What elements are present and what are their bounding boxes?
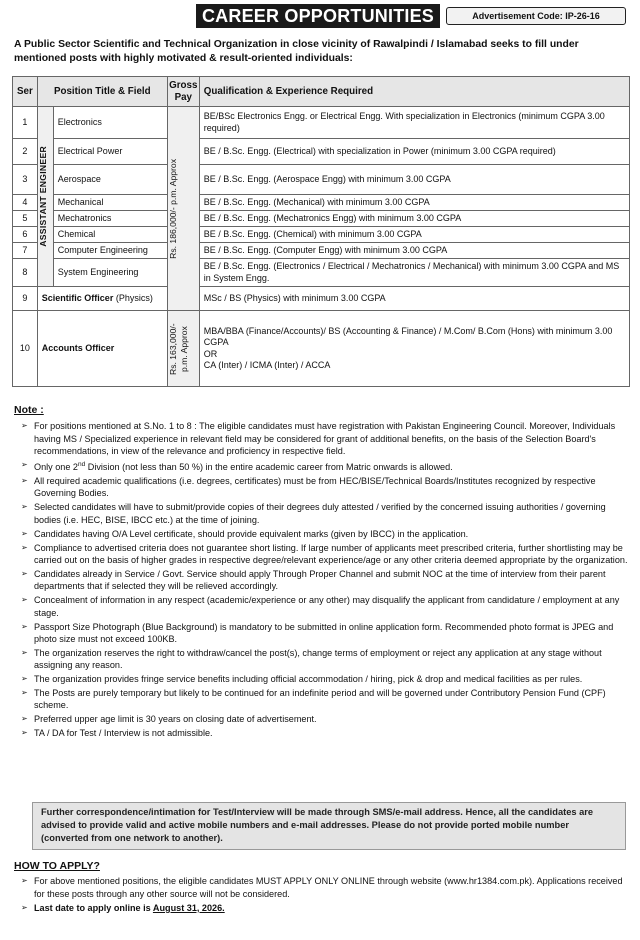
header-position: Position Title & Field bbox=[37, 77, 167, 107]
bullet-icon: ➢ bbox=[21, 728, 28, 738]
note-text: Concealment of information in any respect (academic/experience or any other) may disqualify the applicant from candidature / employment at any stage. bbox=[34, 595, 620, 618]
positions-table bbox=[12, 76, 630, 387]
table-header-row bbox=[13, 77, 630, 107]
qual-line: OR bbox=[203, 348, 218, 359]
bullet-icon: ➢ bbox=[21, 568, 28, 578]
bullet-icon: ➢ bbox=[21, 595, 28, 605]
last-date-label: Last date to apply online is bbox=[34, 902, 153, 913]
row-ser: 3 bbox=[13, 165, 38, 195]
row-ser: 6 bbox=[13, 227, 38, 243]
row-ser: 8 bbox=[13, 259, 38, 287]
header-ser: Ser bbox=[13, 77, 38, 107]
row-qualification: BE / B.Sc. Engg. (Mechatronics Engg) with minimum 3.00 CGPA bbox=[199, 211, 629, 227]
row-position: System Engineering bbox=[53, 259, 167, 287]
notes-title: Note : bbox=[14, 404, 44, 416]
row-position: Electronics bbox=[53, 107, 167, 139]
table-row bbox=[13, 259, 630, 287]
note-text: Candidates already in Service / Govt. Service should apply Through Proper Channel and submit NOC at the time of interview from their parent departments that if selected they will be relieved accordingly. bbox=[34, 568, 606, 592]
row-ser: 7 bbox=[13, 243, 38, 259]
row-ser: 4 bbox=[13, 195, 38, 211]
row-position-rest: (Physics) bbox=[113, 292, 153, 303]
page-title: CAREER OPPORTUNITIES bbox=[196, 4, 440, 28]
note-text: Candidates having O/A Level certificate, should provide equivalent marks (given by IBCC) in the application. bbox=[34, 528, 469, 539]
row-position: Aerospace bbox=[53, 165, 167, 195]
last-date-value: August 31, 2026. bbox=[152, 902, 225, 913]
bullet-icon: ➢ bbox=[21, 502, 28, 512]
qual-line: MBA/BBA (Finance/Accounts)/ BS (Accounting & Finance) / M.Com/ B.Com (Hons) with minimum 3.00 CGPA bbox=[203, 325, 613, 347]
row-qualification: BE / B.Sc. Engg. (Mechanical) with minimum 3.00 CGPA bbox=[199, 195, 629, 211]
note-text: The organization provides fringe service benefits including official accommodation / hiring, pick & drop and medical facilities as per rules. bbox=[34, 674, 583, 685]
row-qualification: BE / B.Sc. Engg. (Electrical) with specialization in Power (minimum 3.00 CGPA required) bbox=[199, 139, 629, 165]
pay-accounts: Rs. 163,000/- p.m. Approx bbox=[167, 322, 189, 375]
bullet-icon: ➢ bbox=[21, 421, 28, 431]
note-text: The Posts are purely temporary but likely to be continued for an indefinite period and will be governed under Contributory Pension Fund (CPF) scheme. bbox=[34, 688, 606, 711]
table-row bbox=[13, 107, 630, 139]
note-item bbox=[14, 542, 628, 567]
note-text: Passport Size Photograph (Blue Background) is mandatory to be submitted in online application form. Recommended photo format is JPEG and photo size must not exceed 100KB. bbox=[34, 621, 614, 644]
note-text: The organization reserves the right to withdraw/cancel the post(s), change terms of employment or reject any application at any stage without assigning any reason. bbox=[34, 647, 602, 671]
table-row bbox=[13, 211, 630, 227]
row-qualification: BE / B.Sc. Engg. (Computer Engg) with minimum 3.00 CGPA bbox=[199, 243, 629, 259]
row-position: Accounts Officer bbox=[37, 311, 167, 387]
note-item bbox=[14, 528, 628, 540]
row-ser: 10 bbox=[13, 311, 38, 387]
note-text: TA / DA for Test / Interview is not admissible. bbox=[34, 728, 213, 739]
note-item bbox=[14, 713, 628, 725]
how-to-apply-text: For above mentioned positions, the eligible candidates MUST APPLY ONLY ONLINE through website (www.hr1384.com.pk). Applications received for these posts through any other source will not be considered. bbox=[34, 876, 623, 899]
notes-section bbox=[14, 404, 628, 741]
table-row bbox=[13, 195, 630, 211]
row-ser: 9 bbox=[13, 287, 38, 311]
advertisement-code: Advertisement Code: IP-26-16 bbox=[446, 7, 626, 25]
row-position: Electrical Power bbox=[53, 139, 167, 165]
bullet-icon: ➢ bbox=[21, 528, 28, 538]
row-ser: 5 bbox=[13, 211, 38, 227]
row-position: Computer Engineering bbox=[53, 243, 167, 259]
row-ser: 1 bbox=[13, 107, 38, 139]
note-item bbox=[14, 687, 628, 712]
how-to-apply-item bbox=[14, 875, 628, 900]
bullet-icon: ➢ bbox=[21, 688, 28, 698]
note-text: For positions mentioned at S.No. 1 to 8 : The eligible candidates must have registration with Pakistan Engineering Council. Moreover, Individuals having MS / Specialized experience in relevant field may be considered for grant of additional benefits, on the basis of the Selection Board's recommendations, in view of the relevance and proficiency in respective field. bbox=[34, 421, 616, 457]
header-gross-pay: Gross Pay bbox=[167, 77, 199, 107]
table-row bbox=[13, 287, 630, 311]
note-item bbox=[14, 594, 628, 619]
correspondence-callout: Further correspondence/intimation for Test/Interview will be made through SMS/e-mail address. Hence, all the candidates are advised to provide valid and active mobile numbers and e-mail addresses. Please do not provide ported mobile number (converted from one network to another). bbox=[32, 802, 626, 850]
bullet-icon: ➢ bbox=[21, 902, 28, 912]
row-position-bold: Scientific Officer bbox=[41, 292, 114, 303]
note-text: Selected candidates will have to submit/provide copies of their degrees duly attested / verified by the concerned issuing authorities / governing bodies (i.e. HEC, BISE, IBCC etc.) at the time of joining. bbox=[34, 502, 606, 525]
bullet-icon: ➢ bbox=[21, 476, 28, 486]
group-label: ASSISTANT ENGINEER bbox=[37, 146, 48, 247]
intro-text: A Public Sector Scientific and Technical Organization in close vicinity of Rawalpindi / Islamabad seeks to fill under mentioned posts with highly motivated & result-oriented individuals: bbox=[14, 39, 579, 64]
note-item bbox=[14, 727, 628, 739]
bullet-icon: ➢ bbox=[21, 876, 28, 886]
bullet-icon: ➢ bbox=[21, 714, 28, 724]
row-qualification: BE / B.Sc. Engg. (Electronics / Electrical / Mechatronics / Mechanical) with minimum 3.00 CGPA and MS in System Engg. bbox=[199, 259, 629, 287]
row-qualification: BE / B.Sc. Engg. (Aerospace Engg) with minimum 3.00 CGPA bbox=[199, 165, 629, 195]
last-date-item bbox=[14, 902, 628, 914]
bullet-icon: ➢ bbox=[21, 621, 28, 631]
note-item bbox=[14, 459, 628, 473]
how-to-apply-section bbox=[14, 860, 628, 916]
note-text: Only one 2nd Division (not less than 50 %) in the entire academic career from Matric onwards is allowed. bbox=[34, 461, 453, 473]
bullet-icon: ➢ bbox=[21, 647, 28, 657]
how-to-apply-title: HOW TO APPLY? bbox=[14, 860, 100, 872]
table-row bbox=[13, 243, 630, 259]
row-position: Mechatronics bbox=[53, 211, 167, 227]
qual-line: CA (Inter) / ICMA (Inter) / ACCA bbox=[203, 360, 331, 370]
group-label-cell bbox=[37, 107, 53, 287]
header-qualification: Qualification & Experience Required bbox=[199, 77, 629, 107]
table-row bbox=[13, 227, 630, 243]
table-row bbox=[13, 311, 630, 387]
note-item bbox=[14, 501, 628, 526]
pay-engineers-cell bbox=[167, 107, 199, 311]
row-position bbox=[37, 287, 167, 311]
pay-accounts-cell bbox=[167, 311, 199, 387]
note-item bbox=[14, 621, 628, 646]
bullet-icon: ➢ bbox=[21, 674, 28, 684]
note-item bbox=[14, 420, 628, 457]
note-text: All required academic qualifications (i.e. degrees, certificates) must be from HEC/BISE/Technical Boards/Institutes recognized by respective Governing Bodies. bbox=[34, 476, 596, 499]
header bbox=[0, 4, 640, 28]
row-ser: 2 bbox=[13, 139, 38, 165]
row-qualification bbox=[199, 311, 629, 387]
row-qualification: BE/BSc Electronics Engg. or Electrical Engg. With specialization in Electronics (minimum CGPA 3.00 required) bbox=[199, 107, 629, 139]
row-qualification: BE / B.Sc. Engg. (Chemical) with minimum 3.00 CGPA bbox=[199, 227, 629, 243]
note-item bbox=[14, 568, 628, 593]
bullet-icon: ➢ bbox=[21, 460, 28, 470]
table-row bbox=[13, 139, 630, 165]
row-position: Mechanical bbox=[53, 195, 167, 211]
note-text: Preferred upper age limit is 30 years on closing date of advertisement. bbox=[34, 714, 317, 725]
note-item bbox=[14, 673, 628, 685]
pay-engineers: Rs. 186,000/- p.m. Approx bbox=[167, 158, 178, 259]
note-item bbox=[14, 647, 628, 672]
note-item bbox=[14, 475, 628, 500]
row-qualification: MSc / BS (Physics) with minimum 3.00 CGPA bbox=[199, 287, 629, 311]
note-text: Compliance to advertised criteria does not guarantee short listing. If large number of applicants meet prescribed criteria, further shortlisting may be carried out on the basis of higher grades in respective degree/relevant experience/age or any other criteria deemed appropriate by the organization. bbox=[34, 542, 628, 565]
bullet-icon: ➢ bbox=[21, 542, 28, 552]
row-position: Chemical bbox=[53, 227, 167, 243]
table-row bbox=[13, 165, 630, 195]
